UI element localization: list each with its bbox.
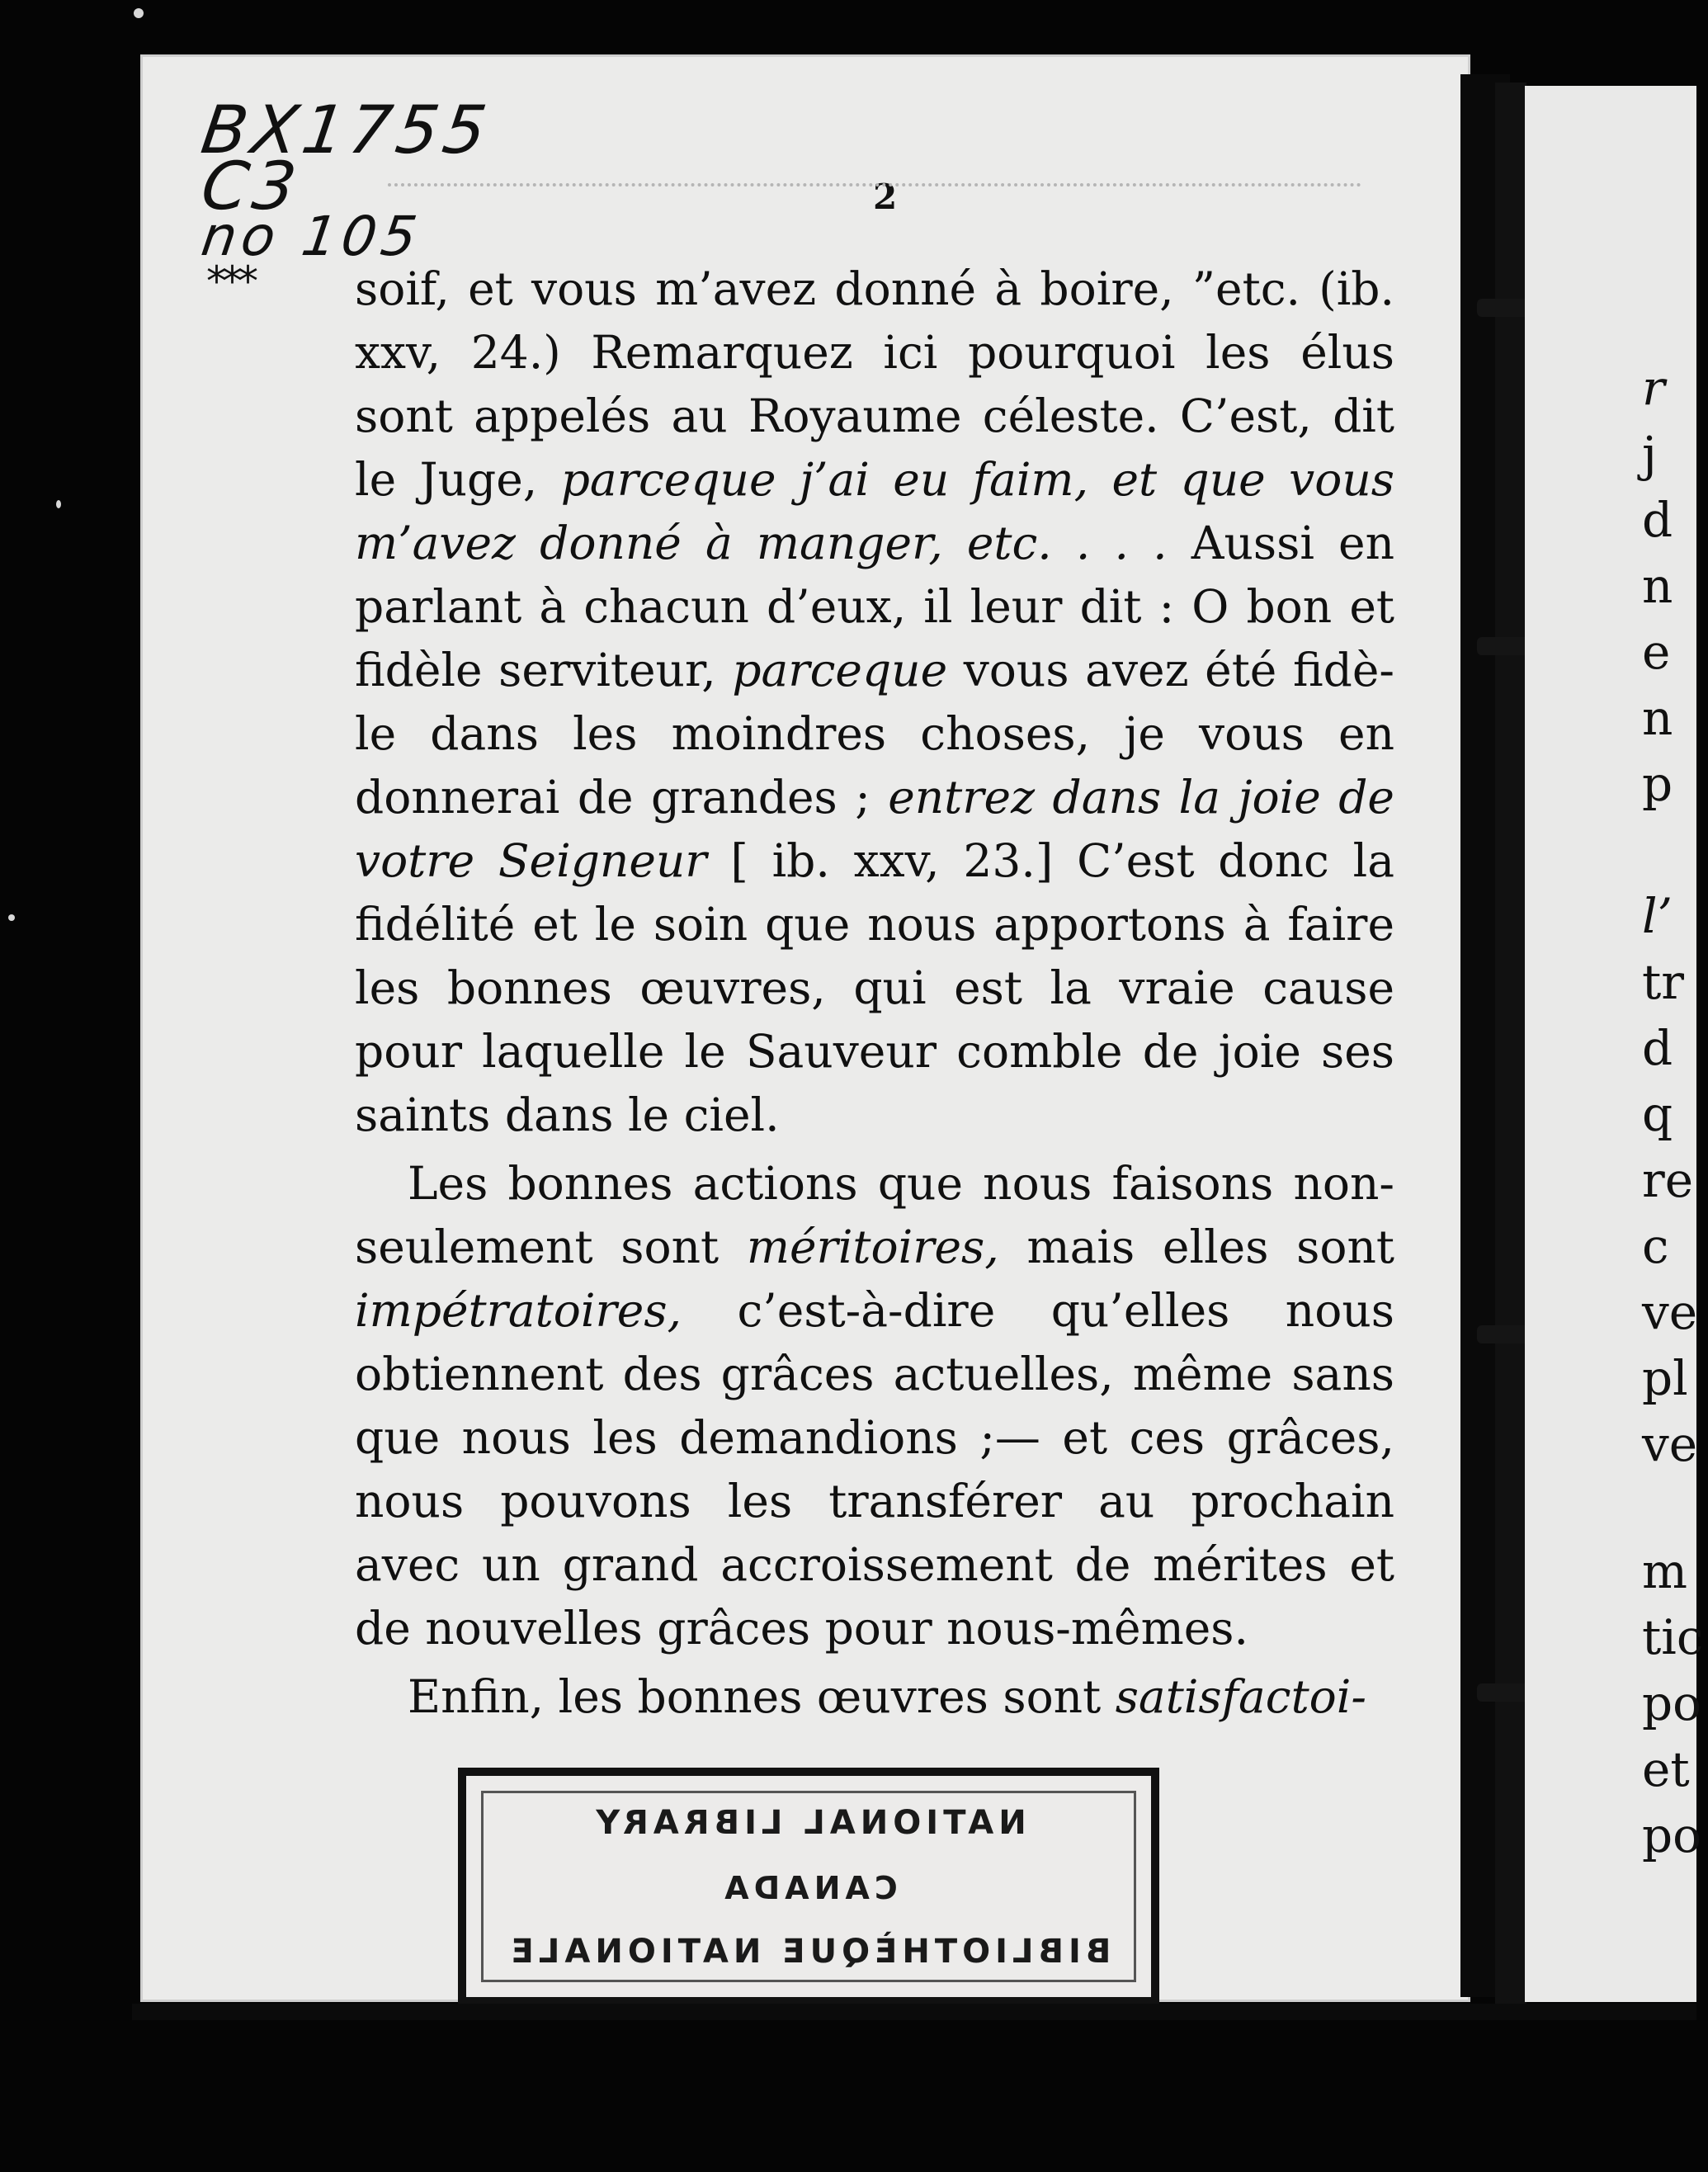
adjacent-fragment: ve: [1642, 1284, 1698, 1340]
header-dotted-rule: [388, 183, 1361, 190]
adjacent-fragment: d: [1642, 1020, 1673, 1076]
film-speck: [134, 8, 144, 18]
adjacent-fragment: re: [1642, 1152, 1694, 1208]
adjacent-fragment: po: [1642, 1675, 1702, 1731]
stamp-line-2: CANADA: [720, 1870, 898, 1906]
adjacent-fragment: pl: [1642, 1350, 1688, 1406]
adjacent-fragment: p: [1642, 756, 1673, 812]
page-body: [355, 257, 1394, 1734]
page-number: 2: [873, 177, 898, 217]
adjacent-fragment: m: [1642, 1543, 1687, 1599]
asterisk-marks: ***: [206, 257, 253, 305]
stamp-line-3: BIBLIOTHÈQUE NATIONALE: [506, 1933, 1111, 1971]
call-number-line-3: no 105: [197, 205, 426, 268]
call-number-line-2: C3: [196, 148, 306, 224]
adjacent-fragment: et: [1642, 1741, 1690, 1797]
adjacent-fragment: n: [1642, 690, 1673, 746]
film-speck: [8, 914, 15, 921]
adjacent-fragment: d: [1642, 492, 1673, 548]
adjacent-fragment: j: [1642, 426, 1657, 482]
adjacent-fragment: tr: [1642, 954, 1685, 1010]
page-bottom-edge: [132, 2004, 1696, 2020]
adjacent-fragment: c: [1642, 1218, 1669, 1274]
adjacent-page-text: [1642, 338, 1708, 1477]
adjacent-fragment: n: [1642, 558, 1673, 614]
adjacent-fragment: l’: [1642, 888, 1673, 944]
adjacent-fragment: q: [1642, 1086, 1673, 1142]
adjacent-fragment: ve: [1642, 1416, 1698, 1472]
adjacent-fragment: e: [1642, 624, 1671, 680]
call-number-line-1: BX1755: [196, 92, 496, 168]
stamp-line-1: NATIONAL LIBRARY: [591, 1804, 1026, 1842]
adjacent-fragment: r: [1642, 360, 1665, 416]
film-speck: [56, 500, 61, 508]
book-spine: [1495, 83, 1526, 2005]
adjacent-fragment: po: [1642, 1807, 1702, 1863]
paragraph-2: Les bonnes actions que nous faisons non-seulement sont méritoires, mais elles sont impétratoires, c’est-à-dire qu’elles nous obtiennent des grâces actuelles, même sans que nous les demandions ;— et ces grâces, nous pouvons les transférer au prochain avec un grand accroissement de mérites et de nouvelles grâces pour nous-mêmes.: [355, 1157, 1394, 1655]
library-stamp: [458, 1768, 1159, 2005]
adjacent-page-text-lower: [1642, 1538, 1708, 1868]
adjacent-gap: [1642, 817, 1708, 883]
paragraph-3: Enfin, les bonnes œuvres sont satisfactoi-: [408, 1670, 1366, 1723]
paragraph-1: soif, et vous m’avez donné à boire, ”etc. (ib. xxv, 24.) Remarquez ici pourquoi les élus sont appelés au Royaume céleste. C’est, dit le Juge, parceque j’ai eu faim, et que vous m’avez donné à manger, etc. . . . Aussi en parlant à chacun d’eux, il leur dit : O bon et fidèle serviteur, parceque vous avez été fidè-le dans les moindres choses, je vous en donnerai de grandes ; entrez dans la joie de votre Seigneur [ ib. xxv, 23.] C’est donc la fidélité et le soin que nous apportons à faire les bonnes œuvres, qui est la vraie cause pour laquelle le Sauveur comble de joie ses saints dans le ciel.: [355, 262, 1394, 1141]
adjacent-fragment: tic: [1642, 1609, 1704, 1665]
